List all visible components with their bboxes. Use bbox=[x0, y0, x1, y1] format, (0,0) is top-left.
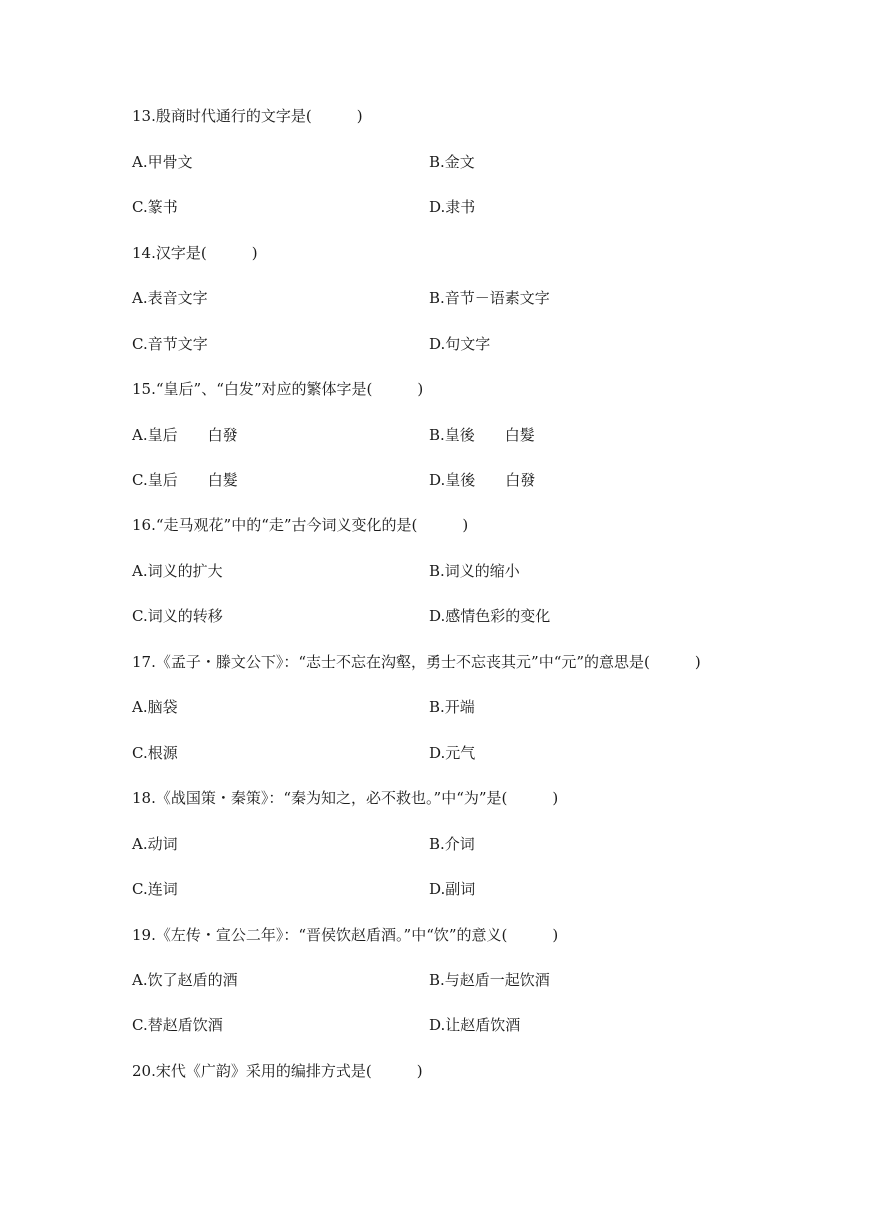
question-15-stem: 15.“皇后”、“白发”对应的繁体字是( ) bbox=[132, 380, 424, 398]
question-17-option-c: C.根源 bbox=[132, 744, 178, 762]
question-14-stem: 14.汉字是( ) bbox=[132, 244, 258, 262]
question-19-option-c: C.替赵盾饮酒 bbox=[132, 1016, 223, 1034]
question-13-option-d: D.隶书 bbox=[429, 198, 476, 216]
question-15-option-d: D.皇後 白發 bbox=[429, 471, 536, 489]
question-18-option-b: B.介词 bbox=[429, 835, 475, 853]
question-19-stem: 19.《左传・宣公二年》：“晋侯饮赵盾酒。”中“饮”的意义( ) bbox=[132, 926, 559, 944]
question-17-option-d: D.元气 bbox=[429, 744, 476, 762]
question-17-stem: 17.《孟子・滕文公下》：“志士不忘在沟壑，勇士不忘丧其元”中“元”的意思是( ) bbox=[132, 653, 701, 671]
question-17-option-a: A.脑袋 bbox=[132, 698, 178, 716]
question-19-option-b: B.与赵盾一起饮酒 bbox=[429, 971, 550, 989]
question-18-option-c: C.连词 bbox=[132, 880, 178, 898]
question-16-option-a: A.词义的扩大 bbox=[132, 562, 223, 580]
question-13-option-b: B.金文 bbox=[429, 153, 475, 171]
question-15-option-a: A.皇后 白發 bbox=[132, 426, 238, 444]
question-15-option-b: B.皇後 白髮 bbox=[429, 426, 535, 444]
question-15-option-c: C.皇后 白髮 bbox=[132, 471, 238, 489]
question-16-option-d: D.感情色彩的变化 bbox=[429, 607, 551, 625]
question-18-stem: 18.《战国策・秦策》：“秦为知之，必不救也。”中“为”是( ) bbox=[132, 789, 559, 807]
question-14-option-c: C.音节文字 bbox=[132, 335, 208, 353]
question-16-option-b: B.词义的缩小 bbox=[429, 562, 520, 580]
question-19-option-d: D.让赵盾饮酒 bbox=[429, 1016, 521, 1034]
question-16-option-c: C.词义的转移 bbox=[132, 607, 223, 625]
question-20-stem: 20.宋代《广韵》采用的编排方式是( ) bbox=[132, 1062, 423, 1080]
question-17-option-b: B.开端 bbox=[429, 698, 475, 716]
question-18-option-d: D.副词 bbox=[429, 880, 476, 898]
question-13-option-c: C.篆书 bbox=[132, 198, 178, 216]
question-14-option-b: B.音节－语素文字 bbox=[429, 289, 550, 307]
question-16-stem: 16.“走马观花”中的“走”古今词义变化的是( ) bbox=[132, 516, 469, 534]
question-13-option-a: A.甲骨文 bbox=[132, 153, 193, 171]
question-19-option-a: A.饮了赵盾的酒 bbox=[132, 971, 238, 989]
question-14-option-a: A.表音文字 bbox=[132, 289, 208, 307]
question-14-option-d: D.句文字 bbox=[429, 335, 491, 353]
question-13-stem: 13.殷商时代通行的文字是( ) bbox=[132, 107, 363, 125]
question-18-option-a: A.动词 bbox=[132, 835, 178, 853]
